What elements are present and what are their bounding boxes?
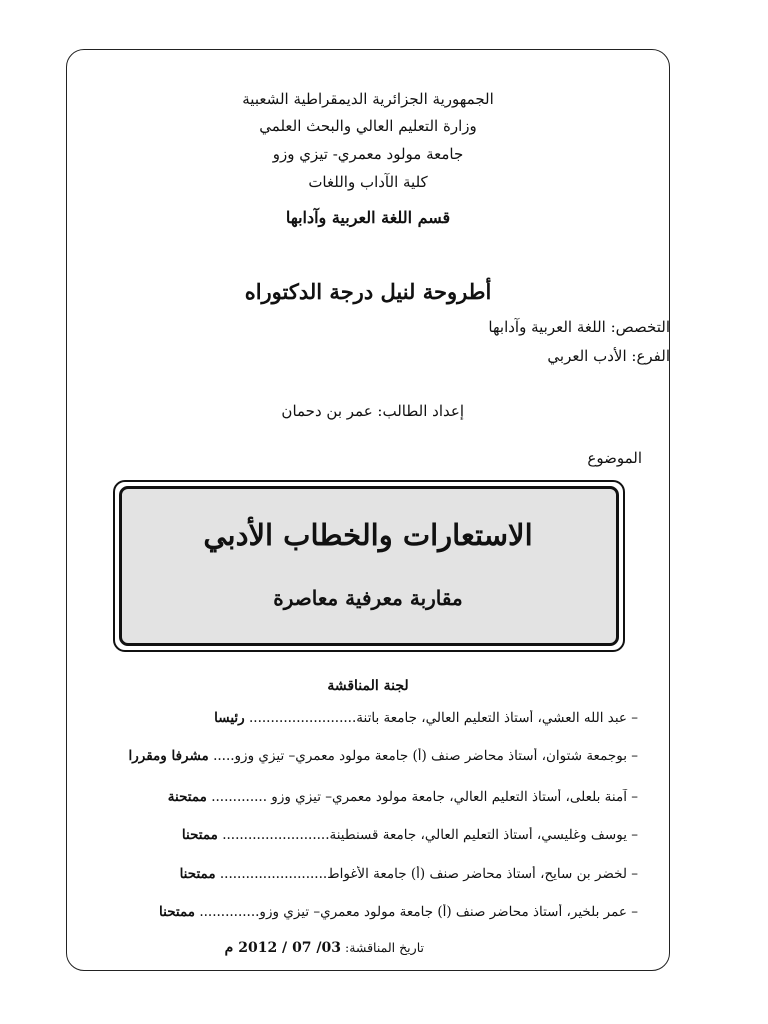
defense-date bbox=[225, 940, 424, 956]
thesis-type: أطروحة لنيل درجة الدكتوراه bbox=[244, 279, 492, 304]
department-line: قسم اللغة العربية وآدابها bbox=[285, 208, 451, 227]
defense-date-value: 03/ 07 / 2012 م bbox=[224, 940, 342, 956]
member-role: ممتحنا bbox=[179, 866, 216, 882]
republic-line: الجمهورية الجزائرية الديمقراطية الشعبية bbox=[242, 90, 494, 108]
member-text: – لخضر بن سايح، أستاذ محاضر صنف (أ) جامعة الأغواط......................... bbox=[219, 866, 638, 882]
committee-member bbox=[118, 827, 638, 843]
committee-member bbox=[118, 904, 638, 920]
committee-member bbox=[118, 866, 638, 882]
student-name: إعداد الطالب: عمر بن دحمان bbox=[281, 402, 464, 420]
university-line: جامعة مولود معمري- تيزي وزو bbox=[272, 145, 464, 163]
member-role: ممتحنا bbox=[181, 827, 218, 843]
committee-member bbox=[118, 710, 638, 726]
faculty-line: كلية الآداب واللغات bbox=[308, 173, 428, 191]
specialization: التخصص: اللغة العربية وآدابها bbox=[488, 318, 670, 336]
branch: الفرع: الأدب العربي bbox=[547, 347, 670, 365]
ministry-line: وزارة التعليم العالي والبحث العلمي bbox=[259, 117, 477, 135]
defense-date-label: تاريخ المناقشة: bbox=[345, 940, 424, 955]
member-text: – عمر بلخير، أستاذ محاضر صنف (أ) جامعة مولود معمري– تيزي وزو.............. bbox=[199, 904, 638, 920]
member-role: ممتحنا bbox=[159, 904, 196, 920]
committee-heading: لجنة المناقشة bbox=[327, 678, 409, 694]
title-box bbox=[119, 486, 619, 646]
thesis-subtitle: مقاربة معرفية معاصرة bbox=[273, 586, 463, 610]
committee-member bbox=[118, 748, 638, 764]
subject-label: الموضوع bbox=[587, 449, 642, 467]
member-text: – آمنة بلعلى، أستاذ التعليم العالي، جامعة مولود معمري– تيزي وزو ............. bbox=[211, 789, 638, 805]
member-role: مشرفا ومقررا bbox=[128, 748, 209, 764]
member-role: رئيسا bbox=[214, 710, 245, 726]
member-text: – عبد الله العشي، أستاذ التعليم العالي، جامعة باتنة......................... bbox=[248, 710, 638, 726]
thesis-title: الاستعارات والخطاب الأدبي bbox=[203, 518, 533, 552]
member-role: ممتحنة bbox=[167, 789, 207, 805]
committee-member bbox=[118, 789, 638, 805]
member-text: – بوجمعة شتوان، أستاذ محاضر صنف (أ) جامعة مولود معمري– تيزي وزو..... bbox=[213, 748, 638, 764]
member-text: – يوسف وغليسي، أستاذ التعليم العالي، جامعة قسنطينة......................... bbox=[222, 827, 638, 843]
